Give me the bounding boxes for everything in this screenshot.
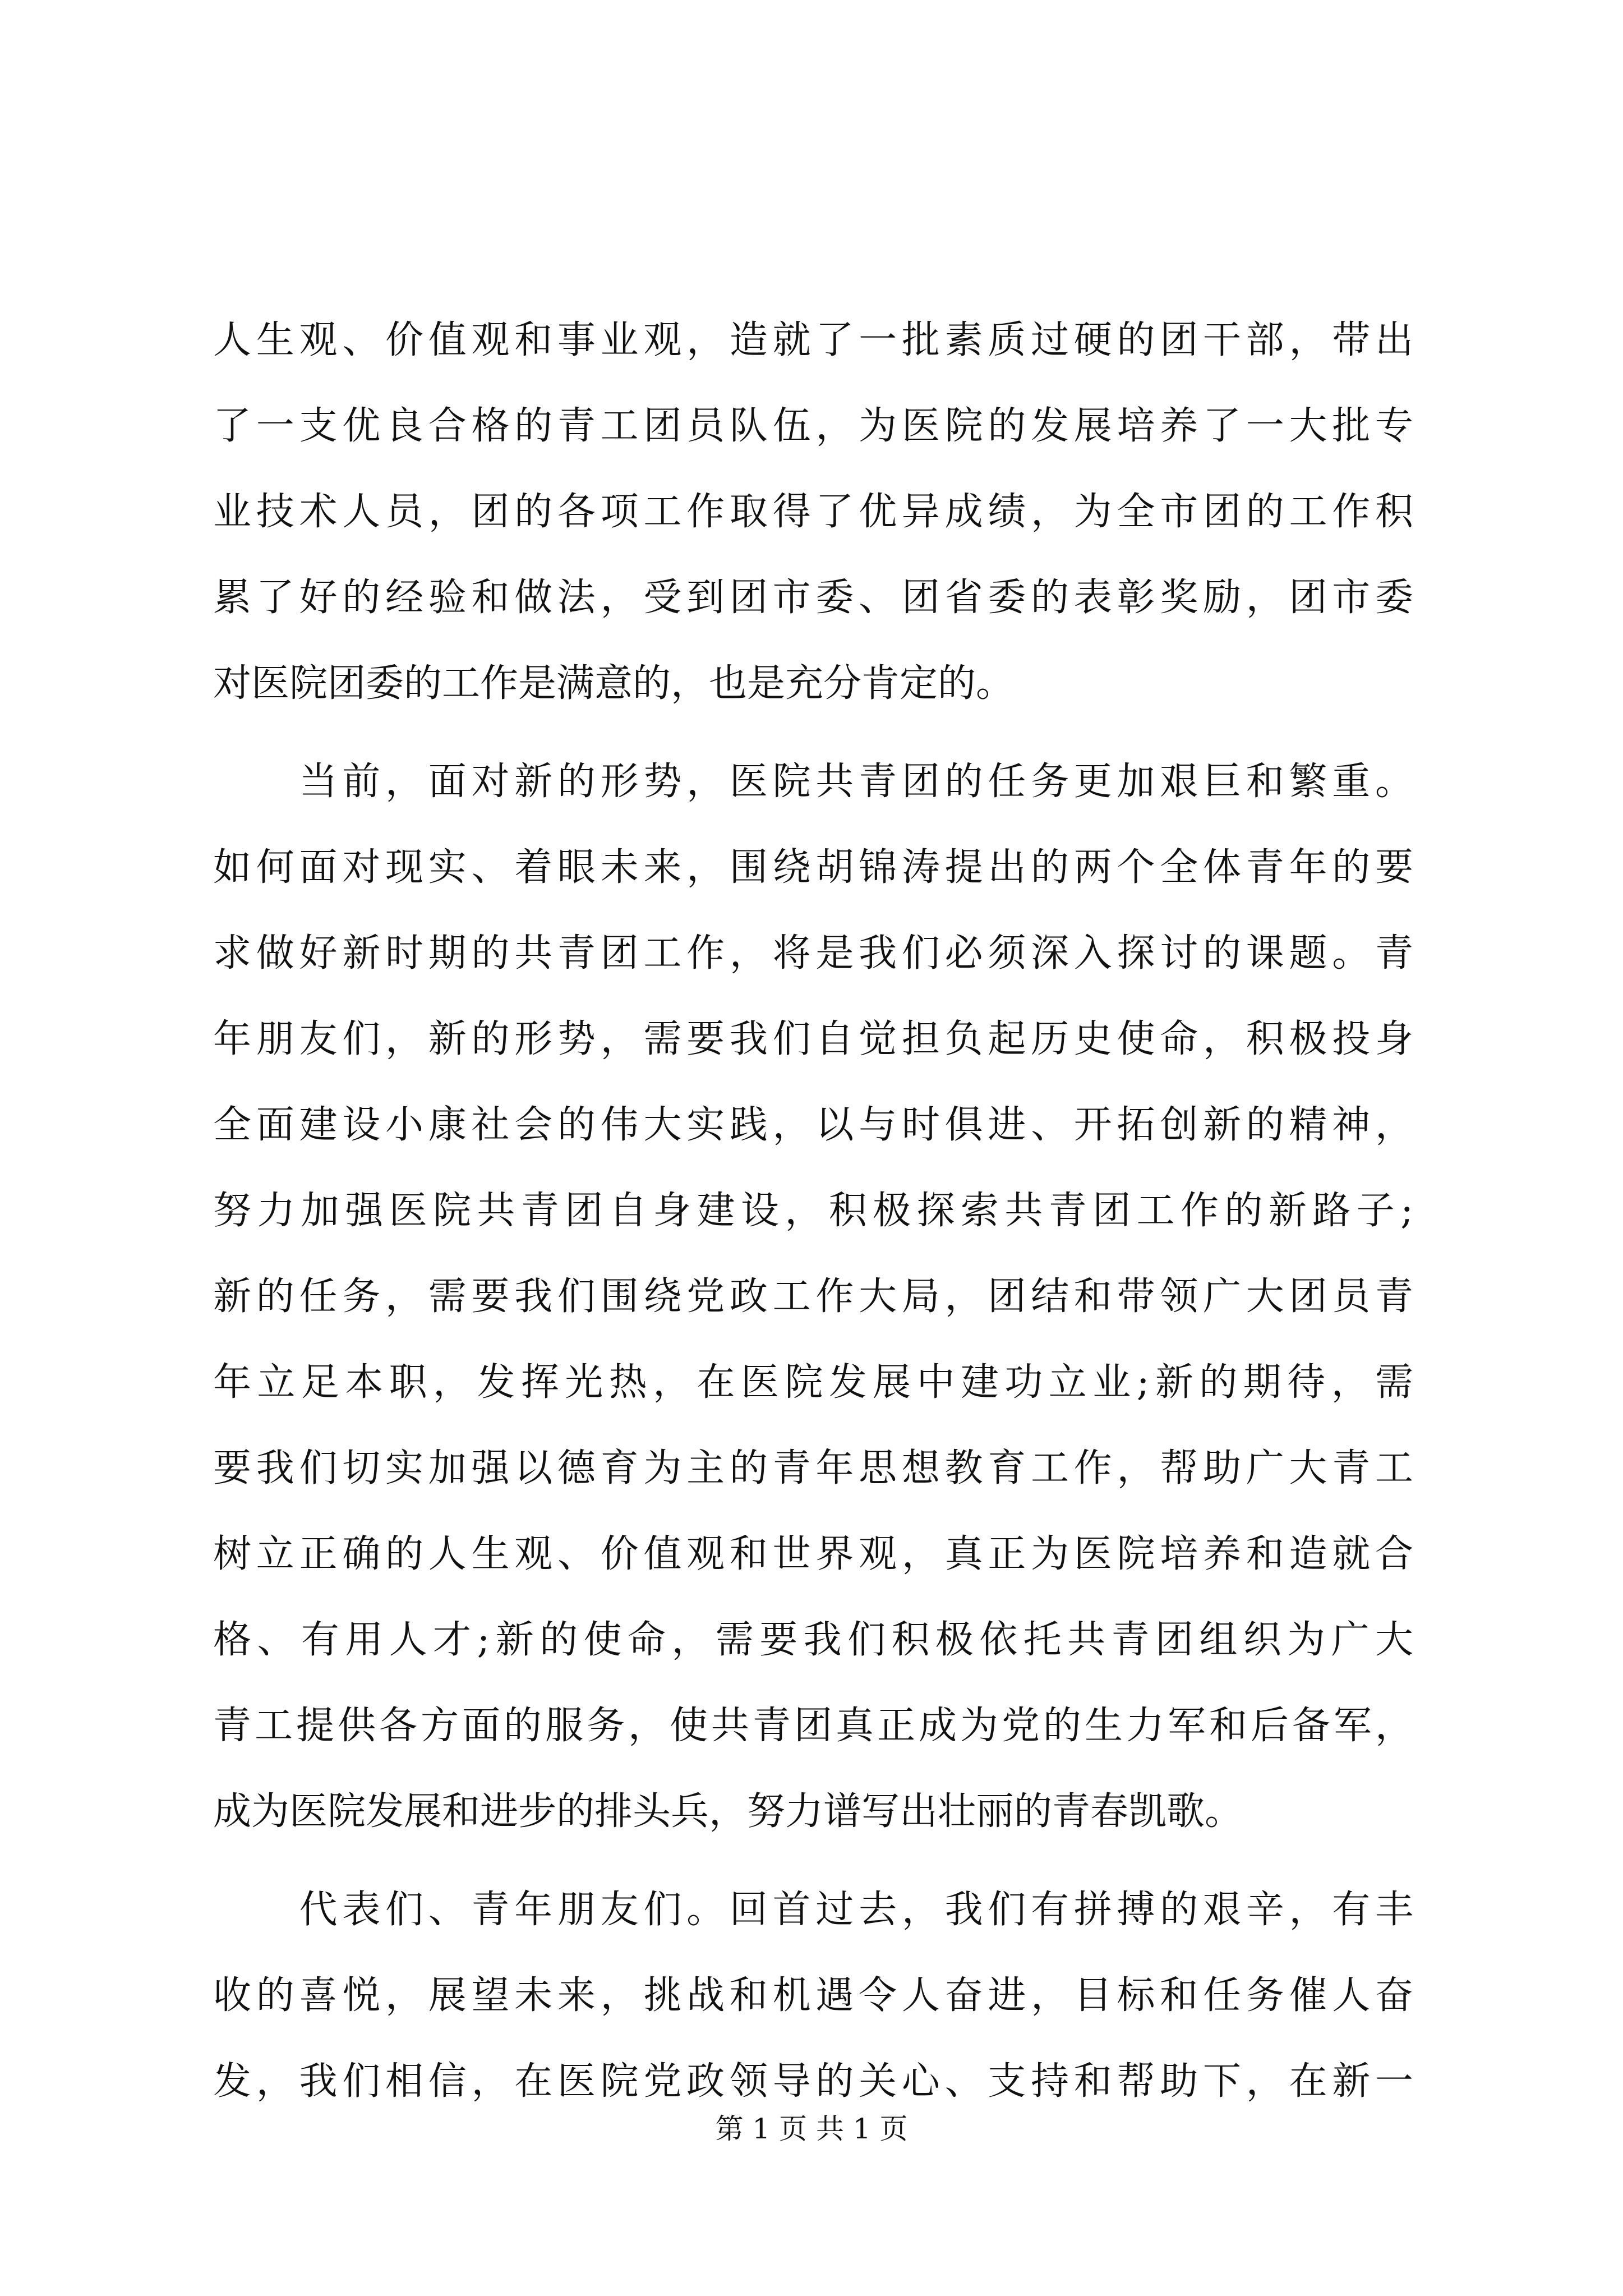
text-line: 新的任务，需要我们围绕党政工作大局，团结和带领广大团员青 (213, 1274, 1413, 1319)
text-line: 代表们、青年朋友们。回首过去，我们有拼搏的艰辛，有丰 (213, 1888, 1413, 1932)
body-text (213, 297, 1413, 2124)
text-line: 发，我们相信，在医院党政领导的关心、支持和帮助下，在新一 (213, 2059, 1413, 2104)
text-line: 当前，面对新的形势，医院共青团的任务更加艰巨和繁重。 (213, 760, 1413, 804)
text-line: 累了好的经验和做法，受到团市委、团省委的表彰奖励，团市委 (213, 576, 1413, 620)
page-footer: 第 1 页 共 1 页 (715, 2113, 908, 2145)
text-line: 对医院团委的工作是满意的，也是充分肯定的。 (213, 661, 1015, 706)
paragraph (213, 739, 1413, 1855)
text-line: 收的喜悦，展望未来，挑战和机遇令人奋进，目标和任务催人奋 (213, 1973, 1413, 2018)
text-line: 格、有用人才;新的使命，需要我们积极依托共青团组织为广大 (213, 1618, 1413, 1662)
text-line: 努力加强医院共青团自身建设，积极探索共青团工作的新路子; (213, 1189, 1413, 1233)
text-line: 求做好新时期的共青团工作，将是我们必须深入探讨的课题。青 (213, 931, 1413, 976)
paragraph (213, 1867, 1413, 2124)
text-line: 年朋友们，新的形势，需要我们自觉担负起历史使命，积极投身 (213, 1017, 1413, 1061)
text-line: 青工提供各方面的服务，使共青团真正成为党的生力军和后备军， (213, 1704, 1413, 1748)
paragraph (213, 297, 1413, 726)
text-line: 人生观、价值观和事业观，造就了一批素质过硬的团干部，带出 (213, 318, 1413, 362)
text-line: 如何面对现实、着眼未来，围绕胡锦涛提出的两个全体青年的要 (213, 845, 1413, 890)
text-line: 成为医院发展和进步的排头兵，努力谱写出壮丽的青春凯歌。 (213, 1789, 1243, 1834)
text-line: 树立正确的人生观、价值观和世界观，真正为医院培养和造就合 (213, 1532, 1413, 1576)
paragraph-gap (213, 726, 1413, 739)
text-line: 业技术人员，团的各项工作取得了优异成绩，为全市团的工作积 (213, 490, 1413, 534)
text-line: 全面建设小康社会的伟大实践，以与时俱进、开拓创新的精神， (213, 1103, 1413, 1147)
text-line: 了一支优良合格的青工团员队伍，为医院的发展培养了一大批专 (213, 404, 1413, 448)
paragraph-gap (213, 1855, 1413, 1867)
text-line: 年立足本职，发挥光热，在医院发展中建功立业;新的期待，需 (213, 1360, 1413, 1405)
text-line: 要我们切实加强以德育为主的青年思想教育工作，帮助广大青工 (213, 1446, 1413, 1490)
